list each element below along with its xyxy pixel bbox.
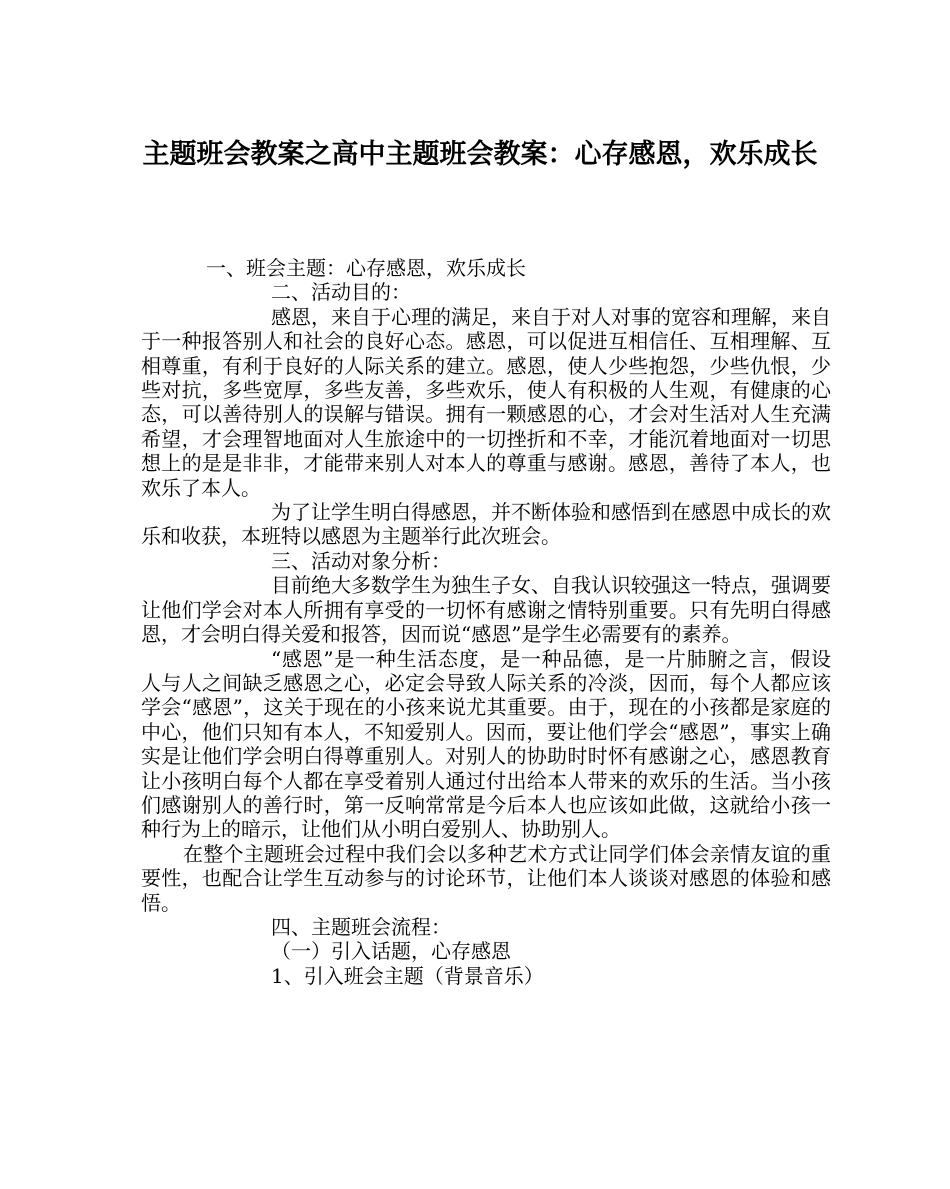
section-heading-analysis: 三、活动对象分析： bbox=[271, 548, 451, 573]
document-title: 主题班会教案之高中主题班会教案：心存感恩，欢乐成长 bbox=[142, 139, 818, 170]
section-heading-flow: 四、主题班会流程： bbox=[271, 914, 451, 939]
paragraph-gratitude-attitude: “感恩”是一种生活态度，是一种品德，是一片肺腑之言，假设人与人之间缺乏感恩之心，必定会导致人际关系的冷淡，因而，每个人都应该学会“感恩”，这关于现在的小孩来说尤其重要。由于，现在的小孩都是家庭的中心，他们只知有本人，不知爱别人。因而，要让他们学会“感恩”，事实上确实是让他们学会明白得尊重别人。对别人的协助时时怀有感谢之心，感恩教育让小孩明白每个人都在享受着别人通过付出给本人带来的欢乐的生活。当小孩们感谢别人的善行时，第一反响常常是今后本人也应该如此做，这就给小孩一种行为上的暗示，让他们从小明白爱别人、协助别人。 bbox=[141, 646, 831, 842]
section-heading-theme: 一、班会主题：心存感恩，欢乐成长 bbox=[206, 256, 526, 280]
paragraph-gratitude-meaning: 感恩，来自于心理的满足，来自于对人对事的宽容和理解，来自于一种报答别人和社会的良好心态。感恩，可以促进互相信任、互相理解、互相尊重，有利于良好的人际关系的建立。感恩，使人少些抱怨，少些仇恨，少些对抗，多些宽厚，多些友善，多些欢乐，使人有积极的人生观，有健康的心态，可以善待别人的误解与错误。拥有一颗感恩的心，才会对生活对人生充满希望，才会理智地面对人生旅途中的一切挫折和不幸，才能沉着地面对一切思想上的是是非非，才能带来别人对本人的尊重与感谢。感恩，善待了本人，也欢乐了本人。 bbox=[141, 304, 831, 500]
document-body bbox=[141, 256, 831, 988]
paragraph-student-analysis: 目前绝大多数学生为独生子女、自我认识较强这一特点，强调要让他们学会对本人所拥有享受的一切怀有感谢之情特别重要。只有先明白得感恩，才会明白得关爱和报答，因而说“感恩”是学生必需要有的素养。 bbox=[141, 573, 831, 647]
subsection-heading-intro: （一）引入话题，心存感恩 bbox=[271, 939, 511, 964]
paragraph-class-purpose: 为了让学生明白得感恩，并不断体验和感悟到在感恩中成长的欢乐和收获，本班特以感恩为主题举行此次班会。 bbox=[141, 500, 831, 549]
list-item-intro-theme: 1、引入班会主题（背景音乐） bbox=[271, 963, 544, 988]
section-heading-purpose: 二、活动目的： bbox=[271, 280, 411, 305]
paragraph-meeting-process: 在整个主题班会过程中我们会以多种艺术方式让同学们体会亲情友谊的重要性，也配合让学生互动参与的讨论环节，让他们本人谈谈对感恩的体验和感悟。 bbox=[141, 841, 831, 915]
